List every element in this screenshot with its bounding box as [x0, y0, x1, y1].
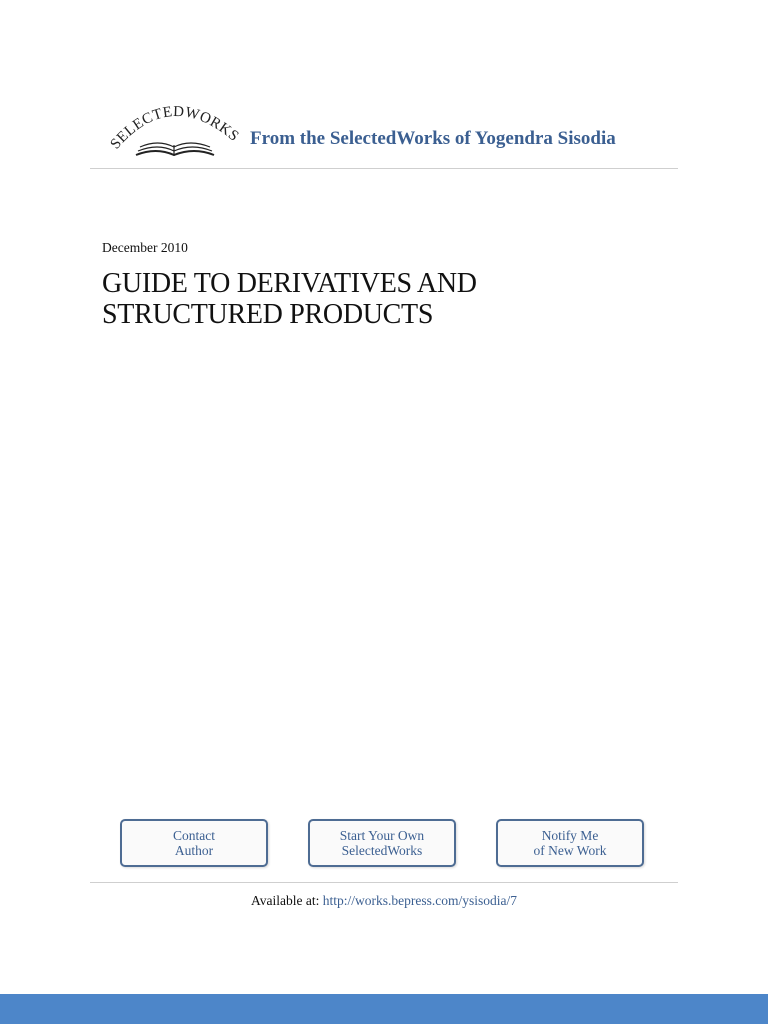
availability-line — [0, 893, 768, 909]
header-title: From the SelectedWorks of Yogendra Sisodia — [250, 128, 616, 149]
contact-author-button[interactable] — [120, 819, 268, 867]
selectedworks-logo — [98, 97, 248, 167]
start-selectedworks-button[interactable] — [308, 819, 456, 867]
work-url-link[interactable]: http://works.bepress.com/ysisodia/7 — [322, 893, 517, 908]
document-title — [102, 268, 662, 330]
footer-divider — [90, 882, 678, 883]
available-label: Available at: — [251, 893, 323, 908]
header — [90, 95, 678, 169]
document-date: December 2010 — [102, 240, 188, 255]
svg-text:SELECTEDWORKS — [108, 104, 242, 153]
notify-new-work-label-1: Notify Me — [541, 828, 599, 843]
open-book-icon — [136, 143, 214, 156]
document-title-line-1: GUIDE TO DERIVATIVES AND — [102, 268, 477, 299]
document-title-line-2: STRUCTURED PRODUCTS — [102, 299, 434, 330]
logo-text: SELECTEDWORKS — [107, 103, 242, 153]
start-selectedworks-label-2: SelectedWorks — [341, 843, 423, 858]
notify-new-work-button[interactable] — [496, 819, 644, 867]
footer-bar — [0, 994, 768, 1024]
contact-author-label-2: Author — [174, 843, 214, 858]
action-buttons — [0, 819, 768, 871]
start-selectedworks-label-1: Start Your Own — [339, 828, 425, 843]
notify-new-work-label-2: of New Work — [533, 843, 607, 858]
header-divider — [90, 168, 678, 169]
contact-author-label-1: Contact — [173, 828, 215, 843]
